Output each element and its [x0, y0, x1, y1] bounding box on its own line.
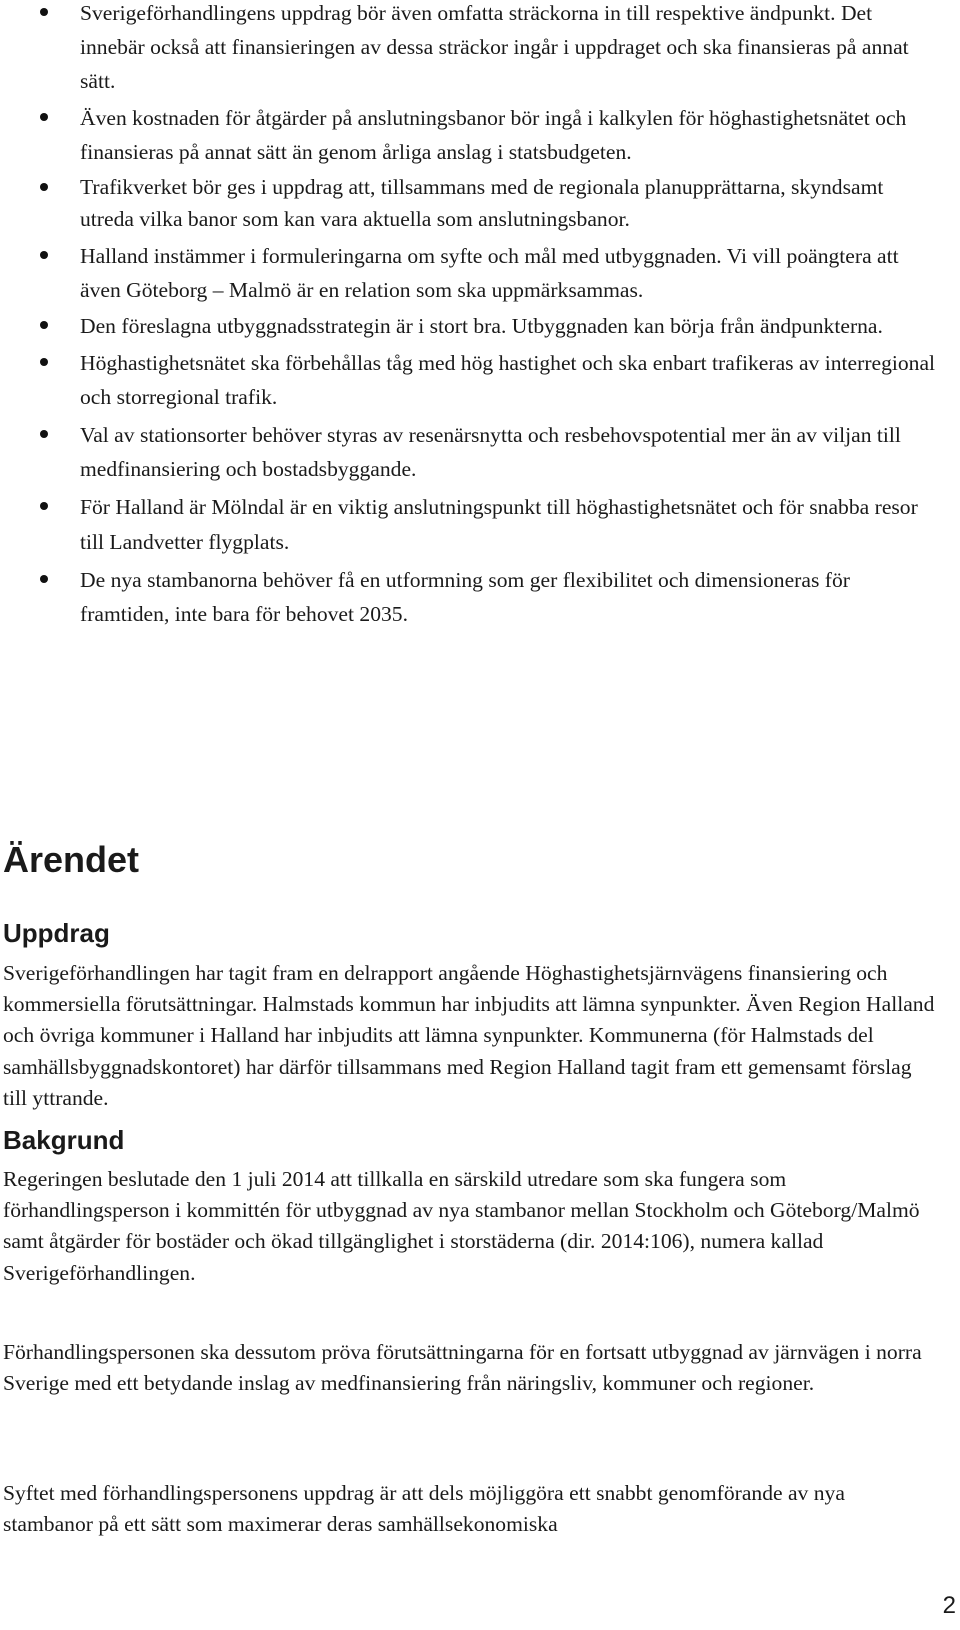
bullet-dot-icon	[40, 183, 48, 191]
bakgrund-heading: Bakgrund	[3, 1125, 125, 1155]
bullet-dot-icon	[40, 575, 48, 583]
uppdrag-paragraph: Sverigeförhandlingen har tagit fram en delrapport angående Höghastighetsjärnvägens finansiering och kommersiella förutsättningar. Halmstads kommun har inbjudits att lämna synpunkter. Även Region Halland och övriga kommuner i Halland har inbjudits att lämna synpunkter. Kommunerna (för Halmstads del samhällsbyggnadskontoret) har därför tillsammans med Region Halland tagit fram ett gemensamt förslag till yttrande.	[3, 961, 935, 1110]
uppdrag-heading: Uppdrag	[3, 918, 110, 948]
bullet-dot-icon	[40, 358, 48, 366]
bullet-text: Trafikverket bör ges i uppdrag att, tillsammans med de regionala planupprättarna, skyndsamt utreda vilka banor som kan vara aktuella som anslutningsbanor.	[80, 175, 884, 232]
bullet-item	[0, 239, 940, 307]
bullet-dot-icon	[40, 113, 48, 121]
bullet-item	[0, 101, 940, 169]
bullet-text: För Halland är Mölndal är en viktig anslutningspunkt till höghastighetsnätet och för snabba resor till Landvetter flygplats.	[80, 495, 918, 554]
bullet-dot-icon	[40, 251, 48, 259]
bullet-item	[0, 418, 940, 486]
bullet-text: Den föreslagna utbyggnadsstrategin är i stort bra. Utbyggnaden kan börja från ändpunkterna.	[80, 314, 883, 339]
bullet-text: Sverigeförhandlingens uppdrag bör även omfatta sträckorna in till respektive ändpunkt. Det innebär också att finansieringen av dessa sträckor ingår i uppdraget och ska finansieras på annat sätt.	[80, 1, 909, 94]
bakgrund-paragraph-2: Förhandlingspersonen ska dessutom pröva förutsättningarna för en fortsatt utbyggnad av järnvägen i norra Sverige med ett betydande inslag av medfinansiering från näringsliv, kommuner och regioner.	[3, 1340, 922, 1396]
bullet-dot-icon	[40, 321, 48, 329]
section-title: Ärendet	[3, 839, 140, 880]
bullet-text: Val av stationsorter behöver styras av resenärsnytta och resbehovspotential mer än av viljan till medfinansiering och bostadsbyggande.	[80, 423, 901, 482]
bullet-item	[0, 0, 940, 99]
bullet-text: De nya stambanorna behöver få en utformning som ger flexibilitet och dimensioneras för framtiden, inte bara för behovet 2035.	[80, 567, 850, 627]
bullet-item	[0, 309, 940, 343]
bullet-text: Halland instämmer i formuleringarna om syfte och mål med utbyggnaden. Vi vill poängtera att även Göteborg – Malmö är en relation som ska uppmärksammas.	[80, 244, 899, 303]
bullet-text: Höghastighetsnätet ska förbehållas tåg med hög hastighet och ska enbart trafikeras av interregional och storregional trafik.	[80, 350, 936, 409]
bullet-item	[0, 490, 940, 558]
bullet-item	[0, 563, 940, 631]
bullet-item	[0, 171, 940, 235]
bakgrund-paragraph-1: Regeringen beslutade den 1 juli 2014 att tillkalla en särskild utredare som ska fungera som förhandlingsperson i kommittén för utbyggnad av nya stambanor mellan Stockholm och Göteborg/Malmö samt åtgärder för bostäder och ökad tillgänglighet i storstäderna (dir. 2014:106), numera kallad Sverigeförhandlingen.	[3, 1167, 920, 1285]
bullet-dot-icon	[40, 502, 48, 510]
bullet-dot-icon	[40, 8, 48, 16]
bakgrund-paragraph-3: Syftet med förhandlingspersonens uppdrag är att dels möjliggöra ett snabbt genomförande av nya stambanor på ett sätt som maximerar deras samhällsekonomiska	[3, 1481, 845, 1537]
page-number: 2	[942, 1592, 956, 1619]
bullet-dot-icon	[40, 430, 48, 438]
bullet-list	[0, 0, 940, 631]
bullet-text: Även kostnaden för åtgärder på anslutningsbanor bör ingå i kalkylen för höghastighetsnätet och finansieras på annat sätt än genom årliga anslag i statsbudgeten.	[80, 105, 907, 164]
bullet-item	[0, 346, 940, 414]
